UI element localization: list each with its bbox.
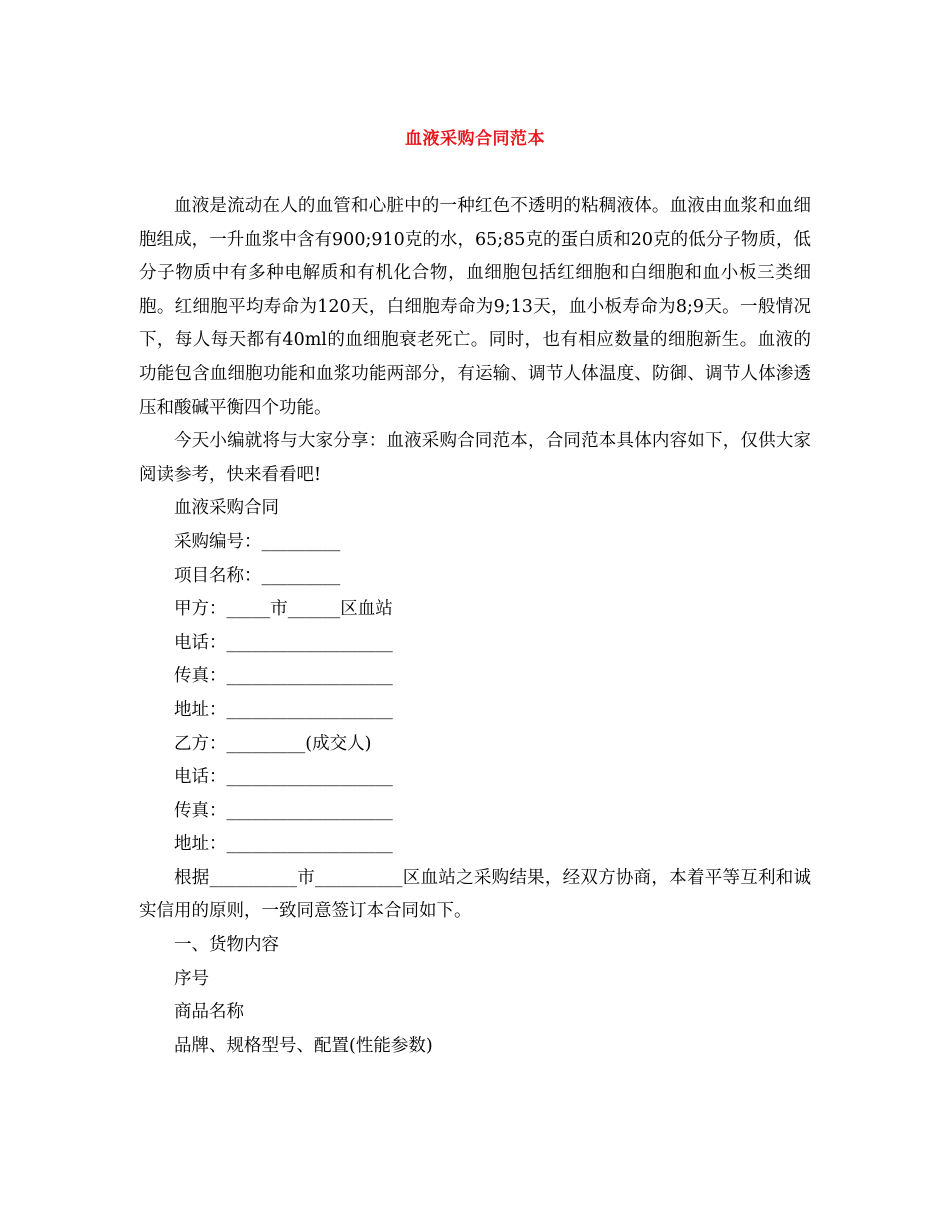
intro-paragraph-blood: 血液是流动在人的血管和心脏中的一种红色不透明的粘稠液体。血液由血浆和血细胞组成，一升血浆中含有900;910克的水，65;85克的蛋白质和20克的低分子物质，低分子物质中有多种电解质和有机化合物，血细胞包括红细胞和白细胞和血小板三类细胞。红细胞平均寿命为120天，白细胞寿命为9;13天，血小板寿命为8;9天。一般情况下，每人每天都有40ml的血细胞衰老死亡。同时，也有相应数量的细胞新生。血液的功能包含血细胞功能和血浆功能两部分，有运输、调节人体温度、防御、调节人体渗透压和酸碱平衡四个功能。 — [139, 196, 811, 418]
field-purchase-number: 采购编号：_________ — [174, 531, 341, 552]
field-party-b: 乙方：_________(成交人) — [174, 733, 372, 754]
intro-paragraph-share: 今天小编就将与大家分享：血液采购合同范本，合同范本具体内容如下，仅供大家阅读参考，快来看看吧! — [139, 431, 811, 485]
section-title-goods: 一、货物内容 — [174, 935, 279, 956]
document-title: 血液采购合同范本 — [405, 129, 545, 149]
document-body — [139, 190, 811, 1063]
agreement-paragraph: 根据__________市__________区血站之采购结果，经双方协商，本着平等互利和诚实信用的原则，一致同意签订本合同如下。 — [139, 867, 811, 922]
goods-column-brand-spec: 品牌、规格型号、配置(性能参数) — [174, 1035, 433, 1056]
field-party-b-fax: 传真：___________________ — [174, 800, 393, 821]
field-party-b-address: 地址：___________________ — [174, 834, 393, 855]
field-party-a-address: 地址：___________________ — [174, 699, 393, 720]
contract-heading: 血液采购合同 — [174, 498, 279, 519]
field-party-a: 甲方：_____市______区血站 — [174, 599, 393, 620]
goods-column-product-name: 商品名称 — [174, 1002, 244, 1023]
goods-column-serial: 序号 — [174, 968, 209, 989]
field-party-b-phone: 电话：___________________ — [174, 767, 393, 788]
field-party-a-phone: 电话：___________________ — [174, 632, 393, 653]
field-party-a-fax: 传真：___________________ — [174, 666, 393, 687]
field-project-name: 项目名称：_________ — [174, 565, 341, 586]
